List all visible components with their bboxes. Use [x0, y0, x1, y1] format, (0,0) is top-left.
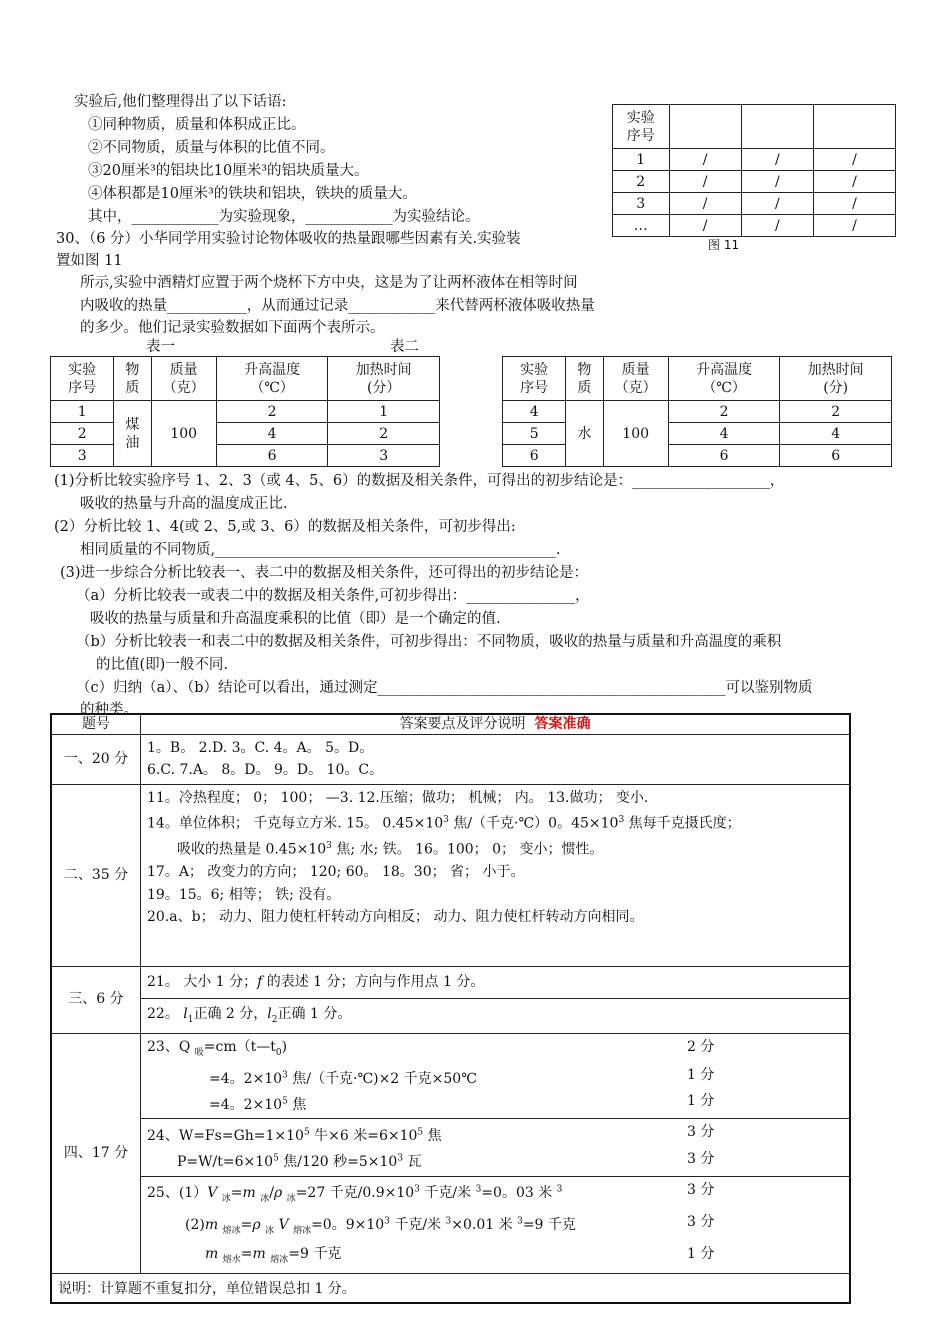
table-row — [503, 445, 892, 467]
answer-q22: 22。 $l_1$正确 2 分，$l_2$正确 1 分。 — [141, 998, 851, 1033]
figure-11-table — [612, 104, 896, 237]
answer-header-red: 答案准确 — [534, 716, 591, 732]
q30-line-5: 的多少。他们记录实验数据如下面两个表所示。 — [80, 320, 385, 336]
section-2-label: 二、35 分 — [51, 784, 141, 966]
table-cell: 4 — [780, 423, 892, 445]
table-cell: 6 — [668, 445, 780, 467]
table-cell: 3 — [613, 193, 670, 215]
answer-line: 14。单位体积； 千克每立方米. 15。 $0.45\times 10^3$ 焦/（千克·℃）0。$45\times 10^3$ 焦每千克摄氏度； — [147, 815, 741, 832]
score: 1 分 — [687, 1067, 715, 1084]
figure-11-caption: 图 11 — [708, 238, 740, 252]
table-cell: 4 — [503, 401, 566, 423]
table1-title: 表一 — [146, 339, 175, 355]
fig11-header-seq: 实验 序号 — [613, 105, 670, 149]
table1-header: 质量 （克） — [151, 357, 216, 401]
table-cell: / — [813, 149, 895, 171]
table-row — [613, 149, 896, 171]
analysis-1: (1)分析比较实验序号 1、2、3（或 4、5、6）的数据及相关条件，可得出的初步结论是：___________________， — [54, 473, 785, 489]
table-cell: 1 — [613, 149, 670, 171]
table-cell: 6 — [216, 445, 328, 467]
score: 3 分 — [687, 1150, 715, 1167]
table-cell: 2 — [780, 401, 892, 423]
q30-line-2: 置如图 11 — [56, 253, 123, 269]
section-4-label: 四、17 分 — [51, 1033, 141, 1273]
answer-line: 17。A； 改变力的方向； 120; 60。 18。30； 省； 小于。 — [147, 864, 525, 881]
analysis-3b: （b）分析比较表一和表二中的数据及相关条件，可初步得出：不同物质，吸收的热量与质量和升高温度的乘积 — [76, 634, 782, 650]
table-cell: 5 — [503, 423, 566, 445]
section-2-content — [141, 784, 851, 966]
table-cell: / — [813, 193, 895, 215]
table-cell: 3 — [328, 445, 440, 467]
answer-q25: 25、(1）V $_冰$=m $_冰$/ρ $_冰$=27 千克$/0.9\times 10^3$ 千克/米 $^3$=0。03 米 $^3$ 3 分 (2)m $_{熔冰}$=ρ $_冰$ V $_{熔冰}$=0。$9\times 10^3$ 千克/米 $^3$×0.01 米 $^3$=9 千克 3 分 m $_{熔水}$=m $_{熔冰}$=9 千克 1 分 — [141, 1176, 851, 1273]
answer-line: 6.C. 7.A。 8。D。 9。D。 10。C。 — [147, 762, 384, 778]
section-1-label: 一、20 分 — [51, 734, 141, 784]
answer-line: 吸收的热量是 $0.45\times 10^3$ 焦; 水; 铁。 16。100； 0； 变小；惯性。 — [177, 841, 604, 858]
intro-blank-line: 其中，____________为实验现象，____________为实验结论。 — [88, 209, 480, 225]
answer-header-text: 答案要点及评分说明 — [399, 716, 526, 732]
table1-header: 实验 序号 — [51, 357, 114, 401]
table2-header: 升高温度 （℃） — [668, 357, 780, 401]
answer-header-desc — [141, 714, 851, 734]
answer-line: 20.a、b； 动力、阻力使杠杆转动方向相反； 动力、阻力使杠杆转动方向相同。 — [147, 909, 644, 926]
table-row — [503, 423, 892, 445]
table-cell: / — [813, 171, 895, 193]
table2-header: 物 质 — [566, 357, 603, 401]
table-cell: / — [669, 193, 741, 215]
table-cell: 4 — [668, 423, 780, 445]
analysis-3a: （a）分析比较表一或表二中的数据及相关条件,可初步得出：_______________， — [76, 588, 590, 604]
table2-header: 加热时间 (分) — [780, 357, 892, 401]
analysis-3b2: 的比值(即)一般不同. — [96, 657, 228, 673]
table-row — [51, 423, 440, 445]
score: 2 分 — [687, 1038, 715, 1055]
score: 1 分 — [687, 1245, 715, 1262]
score: 3 分 — [687, 1213, 715, 1230]
answer-q23: 23、Q $_吸=cm(t—t_0)$ 2 分 =4。$2\times 10^3$ 焦/（千克·℃)×2 千克×50℃ 1 分 =4。$2\times 10^5$ 焦 1 分 — [141, 1033, 851, 1119]
analysis-2b: 相同质量的不同物质,_______________________________________________. — [80, 542, 561, 558]
fig11-header-empty — [813, 105, 895, 149]
table-cell: 1 — [328, 401, 440, 423]
table-cell: 4 — [216, 423, 328, 445]
section-1-content — [141, 734, 851, 784]
table-cell: / — [669, 215, 741, 237]
intro-lead: 实验后,他们整理得出了以下话语: — [74, 94, 287, 110]
answer-line: 11。冷热程度； 0； 100； —3. 12.压缩；做功； 机械； 内。 13.做功； 变小. — [147, 789, 649, 806]
table2-header: 质量 （克） — [603, 357, 668, 401]
answer-header-no: 题号 — [51, 714, 141, 734]
analysis-3c: （c）归纳（a）、（b）结论可以看出，通过测定________________________________________________可以鉴别物质 — [76, 680, 813, 696]
table1-material: 煤 油 — [114, 401, 151, 467]
answer-q24: 24、$W=Fs=Gh=1\times 10^5$ 牛×6 米$=6\times 10^5$ 焦 3 分 $P=W/t=6\times 10^5$ 焦/120 秒$=5\times 10^3$ 瓦 3 分 — [141, 1119, 851, 1176]
fig11-header-empty — [669, 105, 741, 149]
table-cell: / — [741, 215, 813, 237]
table-cell: / — [669, 171, 741, 193]
table-row — [51, 401, 440, 423]
score: 3 分 — [687, 1181, 715, 1198]
fig11-header-empty — [741, 105, 813, 149]
table-1 — [50, 356, 440, 467]
analysis-3: (3)进一步综合分析比较表一、表二中的数据及相关条件，还可得出的初步结论是： — [60, 565, 589, 581]
table2-mass: 100 — [603, 401, 668, 467]
table2-header: 实验 序号 — [503, 357, 566, 401]
answer-table — [50, 713, 851, 1304]
table-cell: 2 — [51, 423, 114, 445]
table-row — [613, 215, 896, 237]
table-cell: 6 — [780, 445, 892, 467]
answer-note: 说明：计算题不重复扣分，单位错误总扣 1 分。 — [51, 1273, 850, 1303]
table-cell: / — [669, 149, 741, 171]
intro-item-4: ④体积都是10厘米³的铁块和铝块，铁块的质量大。 — [88, 186, 417, 202]
table-cell: 2 — [668, 401, 780, 423]
score: 3 分 — [687, 1124, 715, 1141]
analysis-2: (2）分析比较 1、4(或 2、5,或 3、6）的数据及相关条件，可初步得出: — [54, 519, 516, 535]
table1-header: 加热时间 (分） — [328, 357, 440, 401]
table-cell: 2 — [328, 423, 440, 445]
table-row — [613, 193, 896, 215]
table-row — [503, 401, 892, 423]
answer-line: 1。B。 2.D. 3。C. 4。A。 5。D。 — [147, 739, 374, 756]
answer-line: 19。15。6; 相等； 铁; 没有。 — [147, 886, 341, 903]
table-cell: 1 — [51, 401, 114, 423]
table-row — [51, 445, 440, 467]
table1-header: 物 质 — [114, 357, 151, 401]
score: 1 分 — [687, 1093, 715, 1110]
table-2 — [502, 356, 892, 467]
table-cell: 6 — [503, 445, 566, 467]
table-row — [613, 171, 896, 193]
analysis-3c2: 的种类。 — [80, 702, 138, 718]
q30-line-4: 内吸收的热量___________，从而通过记录____________来代替两杯液体吸收热量 — [80, 298, 595, 314]
table-cell: 2 — [613, 171, 670, 193]
table-cell: / — [741, 171, 813, 193]
intro-item-3: ③20厘米³的铝块比10厘米³的铝块质量大。 — [88, 163, 369, 179]
table2-title: 表二 — [390, 339, 419, 355]
table1-header: 升高温度 （℃） — [216, 357, 328, 401]
table2-material: 水 — [566, 401, 603, 467]
intro-item-2: ②不同物质，质量与体积的比值不同。 — [88, 140, 335, 156]
intro-item-1: ①同种物质，质量和体积成正比。 — [88, 117, 306, 133]
analysis-1b: 吸收的热量与升高的温度成正比. — [80, 496, 288, 512]
table-cell: 2 — [216, 401, 328, 423]
table-cell: 3 — [51, 445, 114, 467]
table-cell: / — [741, 149, 813, 171]
table1-mass: 100 — [151, 401, 216, 467]
table-cell: / — [741, 193, 813, 215]
table-cell: … — [613, 215, 670, 237]
answer-q21: 21。 大小 1 分；f 的表述 1 分；方向与作用点 1 分。 — [141, 966, 851, 998]
table-cell: / — [813, 215, 895, 237]
section-3-label: 三、6 分 — [51, 966, 141, 1033]
q30-line-1: 30、（6 分）小华同学用实验讨论物体吸收的热量跟哪些因素有关.实验装 — [56, 231, 521, 247]
q30-line-3: 所示,实验中酒精灯应置于两个烧杯下方中央，这是为了让两杯液体在相等时间 — [80, 275, 578, 291]
analysis-3a2: 吸收的热量与质量和升高温度乘积的比值（即）是一个确定的值. — [90, 611, 501, 627]
